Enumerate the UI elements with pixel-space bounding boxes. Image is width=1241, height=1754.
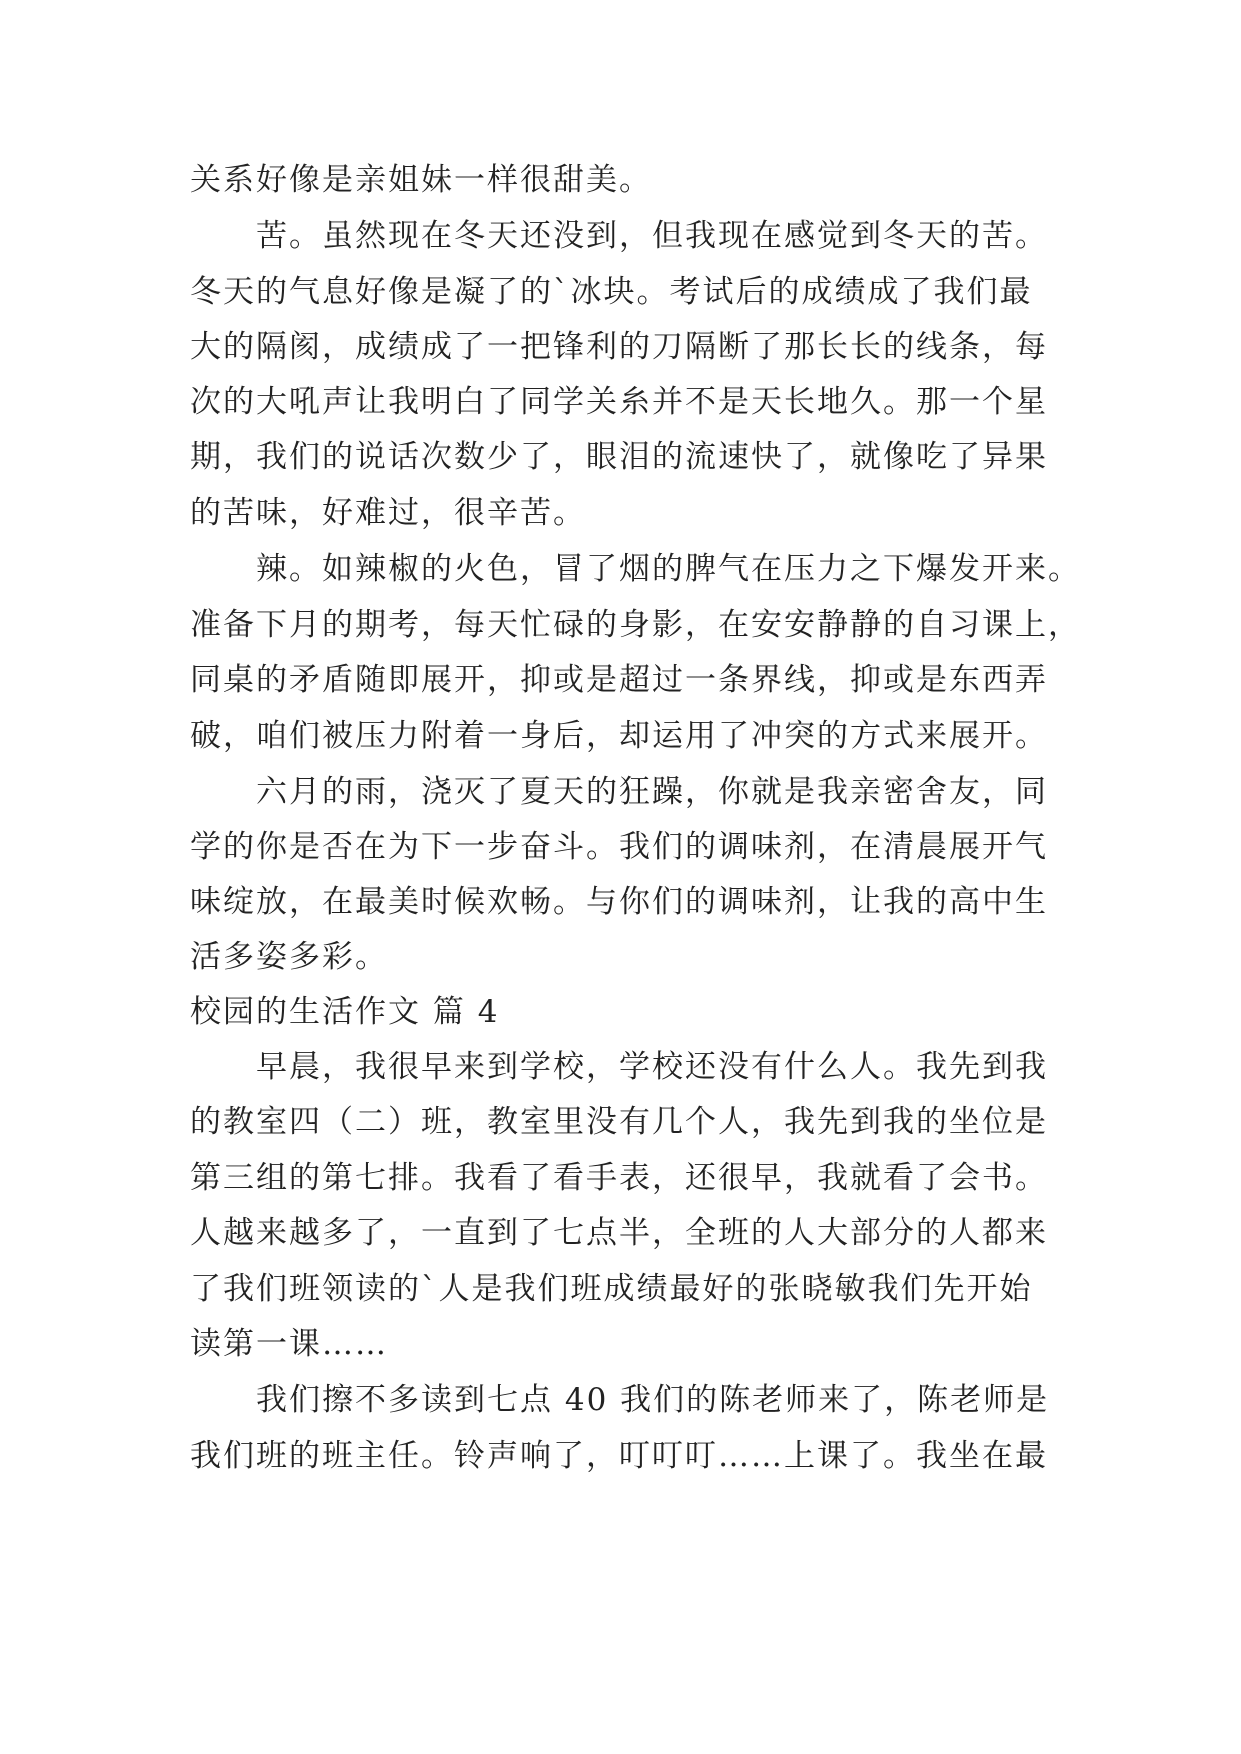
text-line: 的苦味，好难过，很辛苦。	[190, 495, 586, 531]
paragraph-start-line: 我们擦不多读到七点 40 我们的陈老师来了，陈老师是	[256, 1382, 1050, 1418]
text-line: 活多姿多彩。	[190, 939, 388, 975]
text-line: 人越来越多了，一直到了七点半，全班的人大部分的人都来	[190, 1215, 1048, 1251]
text-line: 读第一课……	[190, 1326, 388, 1362]
text-line: 了我们班领读的`人是我们班成绩最好的张晓敏我们先开始	[190, 1271, 1033, 1307]
paragraph-start-line: 六月的雨，浇灭了夏天的狂躁，你就是我亲密舍友，同	[256, 774, 1048, 810]
text-line: 我们班的班主任。铃声响了，叮叮叮……上课了。我坐在最	[190, 1438, 1048, 1474]
text-line: 次的大吼声让我明白了同学关糸并不是天长地久。那一个星	[190, 384, 1048, 420]
text-line: 同桌的矛盾随即展开，抑或是超过一条界线，抑或是东西弄	[190, 662, 1048, 698]
text-line: 的教室四（二）班，教室里没有几个人，我先到我的坐位是	[190, 1104, 1048, 1140]
text-line: 味绽放，在最美时候欢畅。与你们的调味剂，让我的高中生	[190, 884, 1048, 920]
text-line: 冬天的气息好像是凝了的`冰块。考试后的成绩成了我们最	[190, 274, 1033, 310]
text-line: 学的你是否在为下一步奋斗。我们的调味剂，在清晨展开气	[190, 829, 1048, 865]
text-line: 第三组的第七排。我看了看手表，还很早，我就看了会书。	[190, 1160, 1048, 1196]
text-line: 准备下月的期考，每天忙碌的身影，在安安静静的自习课上，	[190, 607, 1081, 643]
text-line: 期，我们的说话次数少了，眼泪的流速快了，就像吃了异果	[190, 439, 1048, 475]
text-line: 关系好像是亲姐妹一样很甜美。	[190, 162, 652, 198]
text-line: 大的隔阂，成绩成了一把锋利的刀隔断了那长长的线条，每	[190, 329, 1048, 365]
paragraph-start-line: 苦。虽然现在冬天还没到，但我现在感觉到冬天的苦。	[256, 218, 1048, 254]
section-heading: 校园的生活作文 篇 4	[190, 994, 500, 1030]
paragraph-start-line: 早晨，我很早来到学校，学校还没有什么人。我先到我	[256, 1049, 1048, 1085]
text-line: 破，咱们被压力附着一身后，却运用了冲突的方式来展开。	[190, 718, 1048, 754]
paragraph-start-line: 辣。如辣椒的火色，冒了烟的脾气在压力之下爆发开来。	[256, 551, 1081, 587]
